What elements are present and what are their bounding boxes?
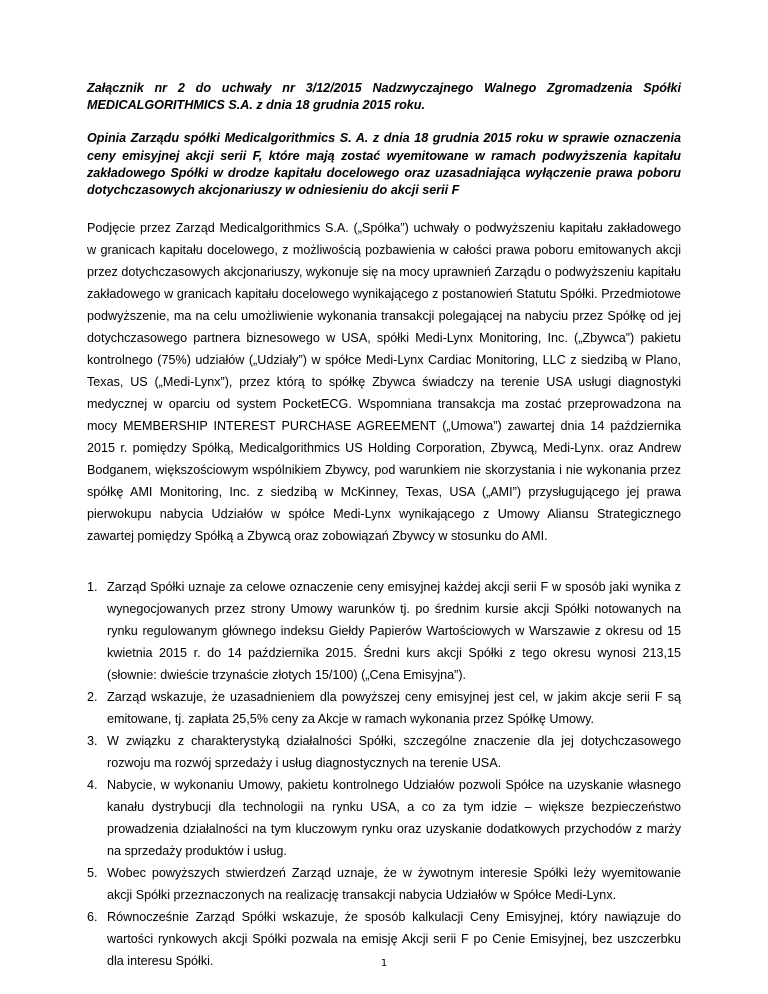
list-item — [87, 730, 681, 774]
list-item-text: Zarząd Spółki uznaje za celowe oznaczenie ceny emisyjnej każdej akcji serii F w sposób jaki wynika z wynegocjowanych przez strony Umowy warunków tj. po średnim kursie akcji Spółki notowanych na rynku regulowanym głównego indeksu Giełdy Papierów Wartościowych w Warszawie z okresu od 15 kwietnia 2015 r. do 14 października 2015. Średni kurs akcji Spółki z tego okresu wynosi 213,15 (słownie: dwieście trzynaście złotych 15/100) („Cena Emisyjna”). — [107, 580, 681, 683]
intro-paragraph: Podjęcie przez Zarząd Medicalgorithmics S.A. („Spółka”) uchwały o podwyższeniu kapitału zakładowego w granicach kapitału docelowego, z możliwością pozbawienia w całości prawa poboru emitowanych akcji przez dotychczasowych akcjonariuszy, wykonuje się na mocy uprawnień Zarządu o podwyższeniu kapitału zakładowego w granicach kapitału docelowego wynikającego z postanowień Statutu Spółki. Przedmiotowe podwyższenie, ma na celu umożliwienie wykonania transakcji polegającej na nabyciu przez Spółkę od jej dotychczasowego partnera biznesowego w USA, spółki Medi-Lynx Monitoring, Inc. („Zbywca”) pakietu kontrolnego (75%) udziałów („Udziały”) w spółce Medi-Lynx Cardiac Monitoring, LLC z siedzibą w Plano, Texas, US („Medi-Lynx”), przez którą to spółkę Zbywca świadczy na terenie USA usługi diagnostyki medycznej w oparciu od system PocketECG. Wspomniana transakcja ma zostać przeprowadzona na mocy MEMBERSHIP INTEREST PURCHASE AGREEMENT („Umowa”) zawartej dnia 14 października 2015 r. pomiędzy Spółką, Medicalgorithmics US Holding Corporation, Zbywcą, Medi-Lynx. oraz Andrew Bodganem, większościowym wspólnikiem Zbywcy, pod warunkiem nie skorzystania i nie wykonania przez spółkę AMI Monitoring, Inc. z siedzibą w McKinney, Texas, USA („AMI”) przysługującego jej prawa pierwokupu nabycia Udziałów w spółce Medi-Lynx wynikającego z Umowy Aliansu Strategicznego zawartej pomiędzy Spółką a Zbywcą oraz zobowiązań Zbywcy w stosunku do AMI. — [87, 221, 681, 544]
list-item-number: 4. — [87, 778, 98, 793]
list-item-text: W związku z charakterystyką działalności Spółki, szczególne znaczenie dla jej dotychczasowego rozwoju ma rozwój sprzedaży i usług diagnostycznych na terenie USA. — [107, 734, 681, 771]
list-item — [87, 576, 681, 686]
list-item-text: Nabycie, w wykonaniu Umowy, pakietu kontrolnego Udziałów pozwoli Spółce na uzyskanie własnego kanału dystrybucji dla technologii na rynku USA, a co za tym idzie – większe bezpieczeństwo prowadzenia działalności na tym kluczowym rynku oraz uzyskanie dodatkowych przychodów z marży na sprzedaży produktów i usług. — [107, 778, 681, 859]
list-item-text: Wobec powyższych stwierdzeń Zarząd uznaje, że w żywotnym interesie Spółki leży wyemitowanie akcji Spółki przeznaczonych na realizację transakcji nabycia Udziałów w Spółce Medi-Lynx. — [107, 866, 681, 903]
list-item — [87, 686, 681, 730]
list-item — [87, 862, 681, 906]
document-page — [87, 80, 681, 972]
list-item-number: 2. — [87, 690, 98, 705]
list-item-number: 3. — [87, 734, 98, 749]
list-item-text: Równocześnie Zarząd Spółki wskazuje, że sposób kalkulacji Ceny Emisyjnej, który nawiązuje do wartości rynkowych akcji Spółki pozwala na emisję Akcji serii F po Cenie Emisyjnej, bez uszczerbku dla interesu Spółki. — [107, 910, 681, 969]
list-item — [87, 774, 681, 862]
numbered-points-list — [87, 576, 681, 972]
list-item-text: Zarząd wskazuje, że uzasadnieniem dla powyższej ceny emisyjnej jest cel, w jakim akcje serii F są emitowane, tj. zapłata 25,5% ceny za Akcje w ramach wykonania przez Spółkę Umowy. — [107, 690, 681, 727]
annex-title: Załącznik nr 2 do uchwały nr 3/12/2015 Nadzwyczajnego Walnego Zgromadzenia Spółki MEDICALGORITHMICS S.A. z dnia 18 grudnia 2015 roku. — [87, 81, 681, 113]
list-item-number: 5. — [87, 866, 98, 881]
list-item-number: 1. — [87, 580, 98, 595]
opinion-title: Opinia Zarządu spółki Medicalgorithmics S. A. z dnia 18 grudnia 2015 roku w sprawie oznaczenia ceny emisyjnej akcji serii F, które mają zostać wyemitowane w ramach podwyższenia kapitału zakładowego Spółki w drodze kapitału docelowego oraz uzasadniająca wyłączenie prawa poboru dotychczasowych akcjonariuszy w odniesieniu do akcji serii F — [87, 131, 681, 198]
page-number: 1 — [380, 958, 388, 969]
list-item-number: 6. — [87, 910, 98, 925]
